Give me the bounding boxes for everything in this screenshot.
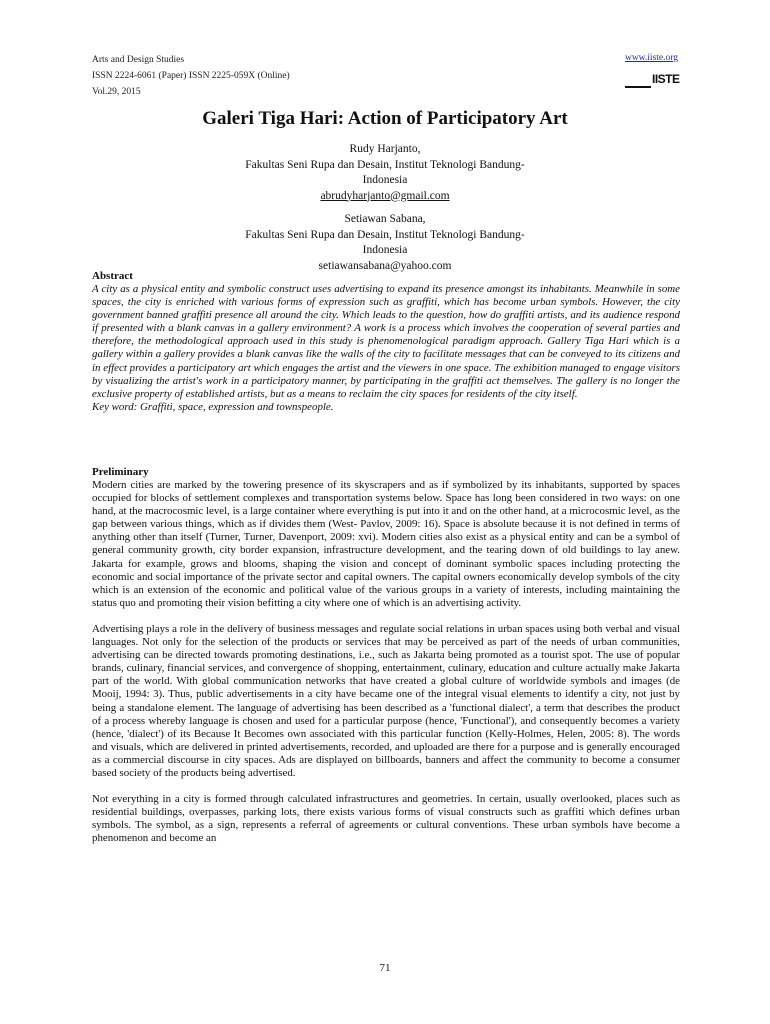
author-email: setiawansabana@yahoo.com [318, 259, 452, 272]
author-affiliation: Fakultas Seni Rupa dan Desain, Institut Teknologi Bandung- [245, 228, 525, 241]
journal-site [625, 52, 678, 88]
author-affiliation: Fakultas Seni Rupa dan Desain, Institut Teknologi Bandung- [245, 158, 525, 171]
preliminary-heading: Preliminary [92, 466, 149, 478]
abstract-text: A city as a physical entity and symbolic construct uses advertising to expand its presence amongst its inhabitants. Meanwhile in some spaces, the city is enriched with various forms of expression such as graffiti, which has become urban symbols. However, the city government banned graffiti presence all around the city. Which leads to the question, how do graffiti artists, and its audience respond if presented with a blank canvas in a gallery environment? A work is a process which involves the cooperation of several parties and therefore, the methodological approach used in this study is phenomenological paradigm approach. Gallery Tiga Hari which is a gallery within a gallery provides a blank canvas like the walls of the city to facilitate messages that can be conveyed to its citizens and in effect provides a participatory art which engages the artist and the viewers in one space. The exhibition managed to engage visitors by visualizing the artist's work in a participatory manner, by participating in the graffiti act themselves. The gallery is no longer the exclusive property of established artists, but as a means to reclaim the city spaces for residents of the city itself. [92, 283, 680, 400]
journal-volume: Vol.29, 2015 [92, 87, 141, 97]
abstract-heading: Abstract [92, 270, 133, 282]
journal-name: Arts and Design Studies [92, 55, 185, 65]
body-paragraph: Modern cities are marked by the towering presence of its skyscrapers and as if symbolized by its inhabitants, supported by spaces occupied for blocks of settlement complexes and transportation systems below. Space has long been considered in two ways: on one hand, at the macrocosmic level, is a large container where everything is put into it and on the other hand, at a microcosmic level, as the gap between various things, which as if divides them (West- Pavlov, 2009: 16). Space is absolute because it is not defined in terms of anything other than itself (Turner, Turner, Davenport, 2009: xvi). Modern cities also exist as a physical entity and can be a symbol of general community growth, city border expansion, infrastructure development, and the tearing down of old buildings to lay anew. Jakarta for example, grows and blooms, shaping the vision and concept of dominant symbolic spaces including protecting the economic and social importance of the private sector and capital owners. The capital owners economically develop symbols of the city which is an extension of the economic and political value of the various groups in a variety of interests, including maintaining the status quo and promoting their vision befitting a city where one of which is an advertising activity. [92, 479, 680, 609]
keywords: Key word: Graffiti, space, expression and townspeople. [92, 400, 334, 413]
author-affiliation-country: Indonesia [362, 174, 408, 186]
author-block-1 [0, 142, 770, 204]
iiste-logo: IISTE [652, 72, 680, 86]
logo-underline [625, 86, 651, 88]
journal-issn: ISSN 2224-6061 (Paper) ISSN 2225-059X (Online) [92, 71, 290, 81]
paper-title: Galeri Tiga Hari: Action of Participatory Art [202, 108, 568, 129]
page-number: 71 [379, 962, 391, 974]
preliminary-section [92, 465, 680, 845]
body-paragraph: Not everything in a city is formed through calculated infrastructures and geometries. In certain, usually overlooked, places such as residential buildings, overpasses, parking lots, there exists various forms of visual constructs such as graffiti which defines urban symbols. The symbol, as a sign, represents a referral of agreements or cultural conventions. These urban symbols have become a phenomenon and become an [92, 793, 680, 845]
abstract-section [92, 269, 680, 414]
journal-header [92, 52, 290, 100]
author-email[interactable]: abrudyharjanto@gmail.com [320, 189, 450, 202]
author-name: Setiawan Sabana, [344, 213, 426, 225]
author-affiliation-country: Indonesia [362, 244, 408, 256]
website-link[interactable]: www.iiste.org [624, 53, 678, 63]
author-name: Rudy Harjanto, [349, 143, 421, 155]
author-block-2 [0, 212, 770, 274]
body-paragraph: Advertising plays a role in the delivery of business messages and regulate social relations in urban spaces using both verbal and visual languages. Not only for the selection of the products or services that may be perceived as part of the needs of urban communities, advertising can be directed towards promoting destinations, i.e., such as Jakarta being promoted as a tourist spot. The use of popular brands, culinary, financial services, and convergence of shopping, entertainment, culinary, education and culture actually make Jakarta part of the world. With global communication networks that have created a global culture of worldwide symbols and images (de Mooij, 1994: 3). Thus, public advertisements in a city have became one of the integral visual elements to identify a city, not just by being a standalone element. The language of advertising has been described as a 'functional dialect', a term that describes the product of a process whereby language is chosen and used for a particular purpose (hence, 'Functional'), and consequently becomes a variety (hence, 'dialect') of its Because It Becomes own associated with this particular function (Kelly-Holmes, Helen, 2005: 8). The words and visuals, which are delivered in printed advertisements, recorded, and uploaded are there for a purpose and is generally encouraged as a commercial discourse in city spaces. Ads are displayed on billboards, banners and affect the community to become a consumer based society of the products being advertised. [92, 622, 680, 779]
